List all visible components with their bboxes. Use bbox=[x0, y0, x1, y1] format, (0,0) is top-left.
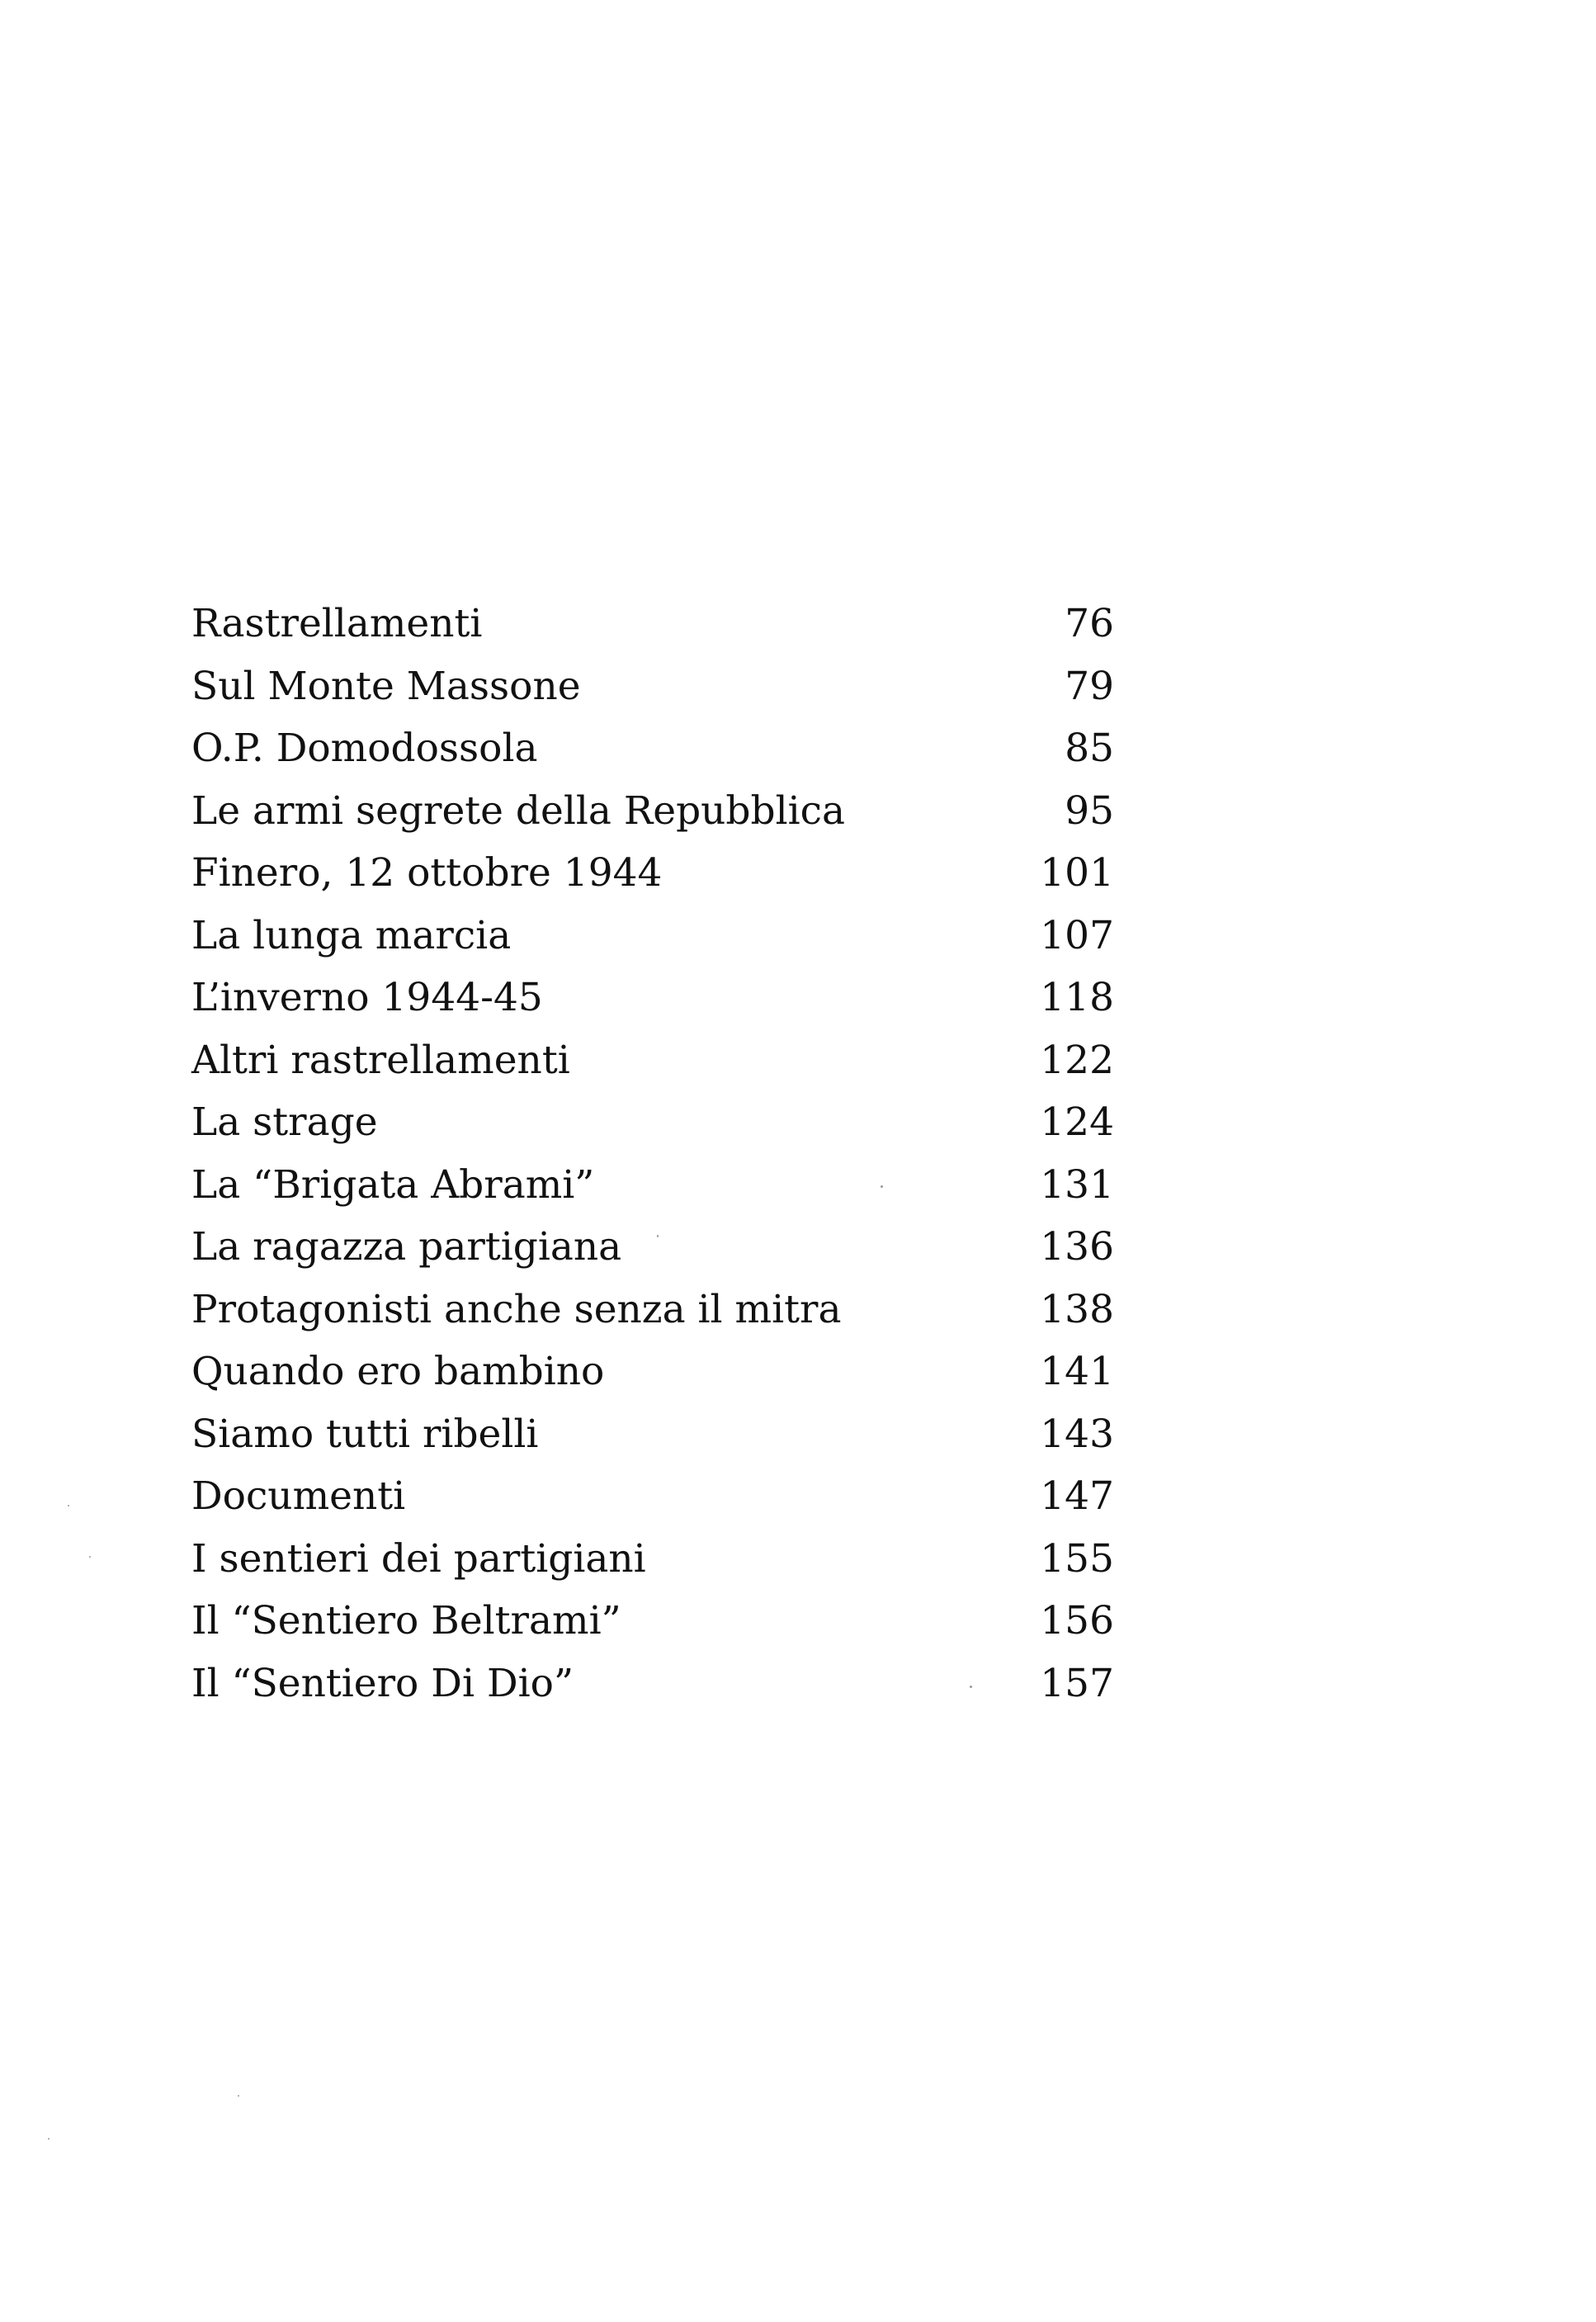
toc-entry bbox=[191, 1465, 1114, 1528]
toc-entry-page-number: 138 bbox=[1040, 1286, 1114, 1332]
toc-entry-page-number: 156 bbox=[1040, 1598, 1114, 1643]
toc-entry-page-number: 136 bbox=[1040, 1224, 1114, 1270]
scan-speck bbox=[68, 1505, 69, 1506]
toc-entry-title: Il “Sentiero Beltrami” bbox=[191, 1598, 621, 1643]
toc-entry-title: Sul Monte Massone bbox=[191, 663, 581, 709]
toc-entry bbox=[191, 842, 1114, 905]
toc-entry-page-number: 124 bbox=[1040, 1100, 1114, 1145]
toc-entry-page-number: 79 bbox=[1065, 663, 1114, 709]
scan-speck bbox=[970, 1686, 972, 1688]
toc-entry-title: Altri rastrellamenti bbox=[191, 1037, 570, 1083]
toc-entry bbox=[191, 1091, 1114, 1154]
toc-entry bbox=[191, 717, 1114, 780]
scan-speck bbox=[48, 2138, 50, 2140]
scan-speck bbox=[881, 1185, 883, 1188]
toc-entry bbox=[191, 1528, 1114, 1591]
toc-entry-page-number: 157 bbox=[1040, 1660, 1114, 1706]
toc-entry-title: Quando ero bambino bbox=[191, 1349, 605, 1394]
toc-entry bbox=[191, 1029, 1114, 1092]
toc-entry-title: La “Brigata Abrami” bbox=[191, 1161, 595, 1208]
toc-entry bbox=[191, 593, 1114, 655]
toc-entry-title: Il “Sentiero Di Dio” bbox=[191, 1660, 574, 1706]
toc-entry-title: Documenti bbox=[191, 1473, 406, 1519]
toc-entry-page-number: 141 bbox=[1040, 1349, 1114, 1394]
toc-entry-title: Protagonisti anche senza il mitra bbox=[191, 1286, 842, 1332]
toc-entry bbox=[191, 780, 1114, 843]
scan-speck bbox=[89, 1556, 91, 1558]
toc-entry-page-number: 143 bbox=[1040, 1411, 1114, 1457]
toc-entry-page-number: 107 bbox=[1040, 912, 1114, 958]
toc-entry bbox=[191, 1590, 1114, 1653]
toc-entry-page-number: 118 bbox=[1040, 975, 1114, 1020]
toc-entry bbox=[191, 1653, 1114, 1715]
toc-entry-page-number: 76 bbox=[1065, 601, 1114, 646]
toc-entry-title: Finero, 12 ottobre 1944 bbox=[191, 850, 663, 896]
toc-entry-page-number: 122 bbox=[1040, 1037, 1114, 1083]
toc-entry-page-number: 85 bbox=[1065, 726, 1114, 771]
toc-entry bbox=[191, 1279, 1114, 1341]
toc-entry bbox=[191, 1403, 1114, 1466]
scan-speck bbox=[657, 1235, 659, 1237]
toc-entry-title: Siamo tutti ribelli bbox=[191, 1411, 539, 1457]
toc-entry-title: La strage bbox=[191, 1100, 378, 1145]
toc-entry-page-number: 147 bbox=[1040, 1473, 1114, 1519]
toc-entry bbox=[191, 967, 1114, 1029]
table-of-contents bbox=[191, 593, 1114, 1714]
toc-entry bbox=[191, 1154, 1114, 1217]
toc-entry-title: La lunga marcia bbox=[191, 912, 512, 958]
toc-entry-title: I sentieri dei partigiani bbox=[191, 1535, 646, 1582]
toc-entry bbox=[191, 655, 1114, 718]
toc-entry bbox=[191, 905, 1114, 967]
toc-entry-page-number: 131 bbox=[1040, 1161, 1114, 1208]
toc-entry-title: Rastrellamenti bbox=[191, 601, 483, 646]
toc-entry-page-number: 95 bbox=[1065, 787, 1114, 834]
toc-entry-title: O.P. Domodossola bbox=[191, 726, 538, 771]
scan-speck bbox=[238, 2095, 239, 2097]
toc-entry-title: La ragazza partigiana bbox=[191, 1224, 622, 1270]
toc-entry-page-number: 101 bbox=[1040, 850, 1114, 896]
toc-entry-title: L’inverno 1944-45 bbox=[191, 975, 543, 1020]
toc-entry bbox=[191, 1216, 1114, 1279]
toc-entry-page-number: 155 bbox=[1040, 1535, 1114, 1582]
toc-entry bbox=[191, 1341, 1114, 1403]
toc-entry-title: Le armi segrete della Repubblica bbox=[191, 787, 846, 834]
